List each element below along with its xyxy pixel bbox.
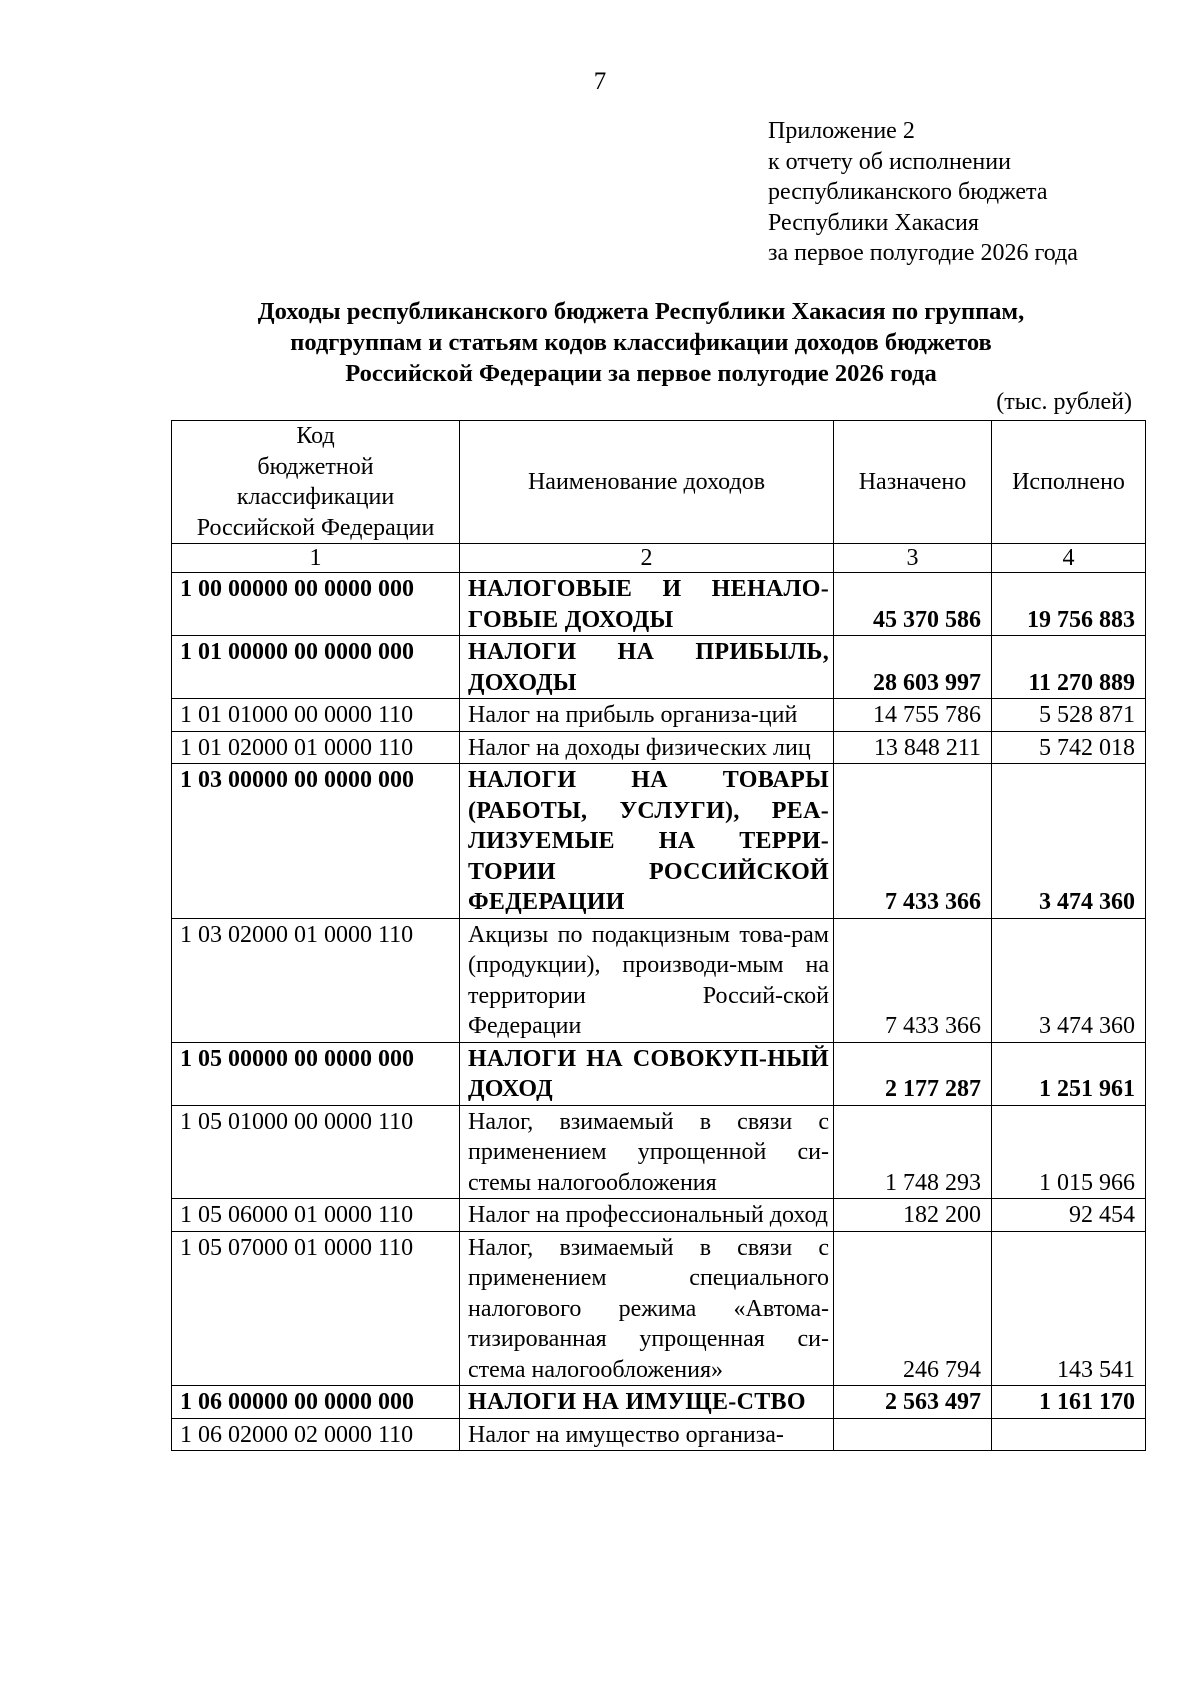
code-cell: 1 03 00000 00 0000 000 bbox=[172, 764, 460, 919]
title-line: Российской Федерации за первое полугодие 2026 года bbox=[345, 360, 937, 387]
header-code-line: Российской Федерации bbox=[196, 514, 435, 541]
code-cell: 1 06 02000 02 0000 110 bbox=[172, 1418, 460, 1451]
planned-cell: 14 755 786 bbox=[834, 699, 992, 732]
appendix-line: за первое полугодие 2026 года bbox=[768, 240, 1078, 266]
planned-cell: 246 794 bbox=[834, 1231, 992, 1386]
table-row bbox=[172, 1105, 1146, 1199]
planned-cell: 2 563 497 bbox=[834, 1386, 992, 1419]
appendix-line: Приложение 2 bbox=[768, 118, 915, 144]
name-cell: НАЛОГИ НА СОВОКУП-​НЫЙ ДОХОД bbox=[460, 1042, 834, 1105]
table-row bbox=[172, 1199, 1146, 1232]
header-name: Наименование доходов bbox=[460, 421, 834, 544]
header-code-line: Код bbox=[296, 423, 335, 449]
planned-cell: 182 200 bbox=[834, 1199, 992, 1232]
column-number: 4 bbox=[992, 544, 1146, 573]
name-cell: Налог, взимаемый в связи с применением упрощенной си-​стемы налогообложения bbox=[460, 1105, 834, 1199]
planned-cell: 7 433 366 bbox=[834, 764, 992, 919]
header-executed: Исполнено bbox=[992, 421, 1146, 544]
executed-cell: 1 251 961 bbox=[992, 1042, 1146, 1105]
planned-cell bbox=[834, 1418, 992, 1451]
column-number: 1 bbox=[172, 544, 460, 573]
planned-cell: 7 433 366 bbox=[834, 918, 992, 1042]
code-cell: 1 05 07000 01 0000 110 bbox=[172, 1231, 460, 1386]
planned-cell: 28 603 997 bbox=[834, 636, 992, 699]
column-numbers-row bbox=[172, 544, 1146, 573]
name-cell: Налог на имущество организа- bbox=[460, 1418, 834, 1451]
header-code-line: бюджетной bbox=[257, 453, 374, 480]
planned-cell: 2 177 287 bbox=[834, 1042, 992, 1105]
executed-cell: 11 270 889 bbox=[992, 636, 1146, 699]
table-row bbox=[172, 636, 1146, 699]
name-cell: Акцизы по подакцизным това-​рам (продукции), производи-​мым на территории Россий-​ской Федерации bbox=[460, 918, 834, 1042]
executed-cell: 1 015 966 bbox=[992, 1105, 1146, 1199]
appendix-line: к отчету об исполнении bbox=[768, 148, 1011, 175]
executed-cell: 5 528 871 bbox=[992, 699, 1146, 732]
code-cell: 1 01 02000 01 0000 110 bbox=[172, 731, 460, 764]
title-line: подгруппам и статьям кодов классификации доходов бюджетов bbox=[290, 329, 992, 356]
executed-cell: 5 742 018 bbox=[992, 731, 1146, 764]
planned-cell: 13 848 211 bbox=[834, 731, 992, 764]
name-cell: Налог на доходы физических лиц bbox=[460, 731, 834, 764]
table-header-row bbox=[172, 421, 1146, 544]
header-planned: Назначено bbox=[834, 421, 992, 544]
executed-cell: 3 474 360 bbox=[992, 918, 1146, 1042]
column-number: 2 bbox=[460, 544, 834, 573]
code-cell: 1 05 00000 00 0000 000 bbox=[172, 1042, 460, 1105]
code-cell: 1 05 01000 00 0000 110 bbox=[172, 1105, 460, 1199]
table-row bbox=[172, 699, 1146, 732]
name-cell: Налог на профессиональный доход bbox=[460, 1199, 834, 1232]
name-cell: НАЛОГИ НА ИМУЩЕ-​СТВО bbox=[460, 1386, 834, 1419]
code-cell: 1 06 00000 00 0000 000 bbox=[172, 1386, 460, 1419]
executed-cell: 143 541 bbox=[992, 1231, 1146, 1386]
planned-cell: 45 370 586 bbox=[834, 573, 992, 636]
executed-cell: 19 756 883 bbox=[992, 573, 1146, 636]
name-cell: Налог на прибыль организа-​ций bbox=[460, 699, 834, 732]
name-cell: Налог, взимаемый в связи с применением специального налогового режима «Автома-​тизированная упрощенная си-​стема налогообложения» bbox=[460, 1231, 834, 1386]
table-row bbox=[172, 573, 1146, 636]
appendix-note bbox=[768, 116, 1078, 269]
column-number: 3 bbox=[834, 544, 992, 573]
table-row bbox=[172, 1418, 1146, 1451]
executed-cell: 92 454 bbox=[992, 1199, 1146, 1232]
title-line: Доходы республиканского бюджета Республики Хакасия по группам, bbox=[257, 298, 1025, 325]
name-cell: НАЛОГИ НА ТОВАРЫ (РАБОТЫ, УСЛУГИ), РЕА-​ЛИЗУЕМЫЕ НА ТЕРРИ-​ТОРИИ РОССИЙСКОЙ ФЕДЕРАЦИИ bbox=[460, 764, 834, 919]
executed-cell: 3 474 360 bbox=[992, 764, 1146, 919]
name-cell: НАЛОГИ НА ПРИБЫЛЬ, ДОХОДЫ bbox=[460, 636, 834, 699]
code-cell: 1 05 06000 01 0000 110 bbox=[172, 1199, 460, 1232]
header-code bbox=[172, 421, 460, 544]
executed-cell: 1 161 170 bbox=[992, 1386, 1146, 1419]
table-row bbox=[172, 731, 1146, 764]
appendix-line: республиканского бюджета bbox=[768, 179, 1048, 205]
header-code-line: классификации bbox=[236, 484, 395, 510]
name-cell: НАЛОГОВЫЕ И НЕНАЛО-​ГОВЫЕ ДОХОДЫ bbox=[460, 573, 834, 636]
code-cell: 1 03 02000 01 0000 110 bbox=[172, 918, 460, 1042]
code-cell: 1 01 01000 00 0000 110 bbox=[172, 699, 460, 732]
table-row bbox=[172, 1042, 1146, 1105]
table-row bbox=[172, 918, 1146, 1042]
document-title bbox=[171, 296, 1111, 389]
table-row bbox=[172, 1386, 1146, 1419]
table-row bbox=[172, 764, 1146, 919]
revenue-table bbox=[171, 420, 1146, 1451]
code-cell: 1 00 00000 00 0000 000 bbox=[172, 573, 460, 636]
planned-cell: 1 748 293 bbox=[834, 1105, 992, 1199]
executed-cell bbox=[992, 1418, 1146, 1451]
units-note: (тыс. рублей) bbox=[996, 389, 1132, 415]
table-row bbox=[172, 1231, 1146, 1386]
page-number: 7 bbox=[593, 68, 607, 95]
appendix-line: Республики Хакасия bbox=[768, 209, 979, 236]
code-cell: 1 01 00000 00 0000 000 bbox=[172, 636, 460, 699]
